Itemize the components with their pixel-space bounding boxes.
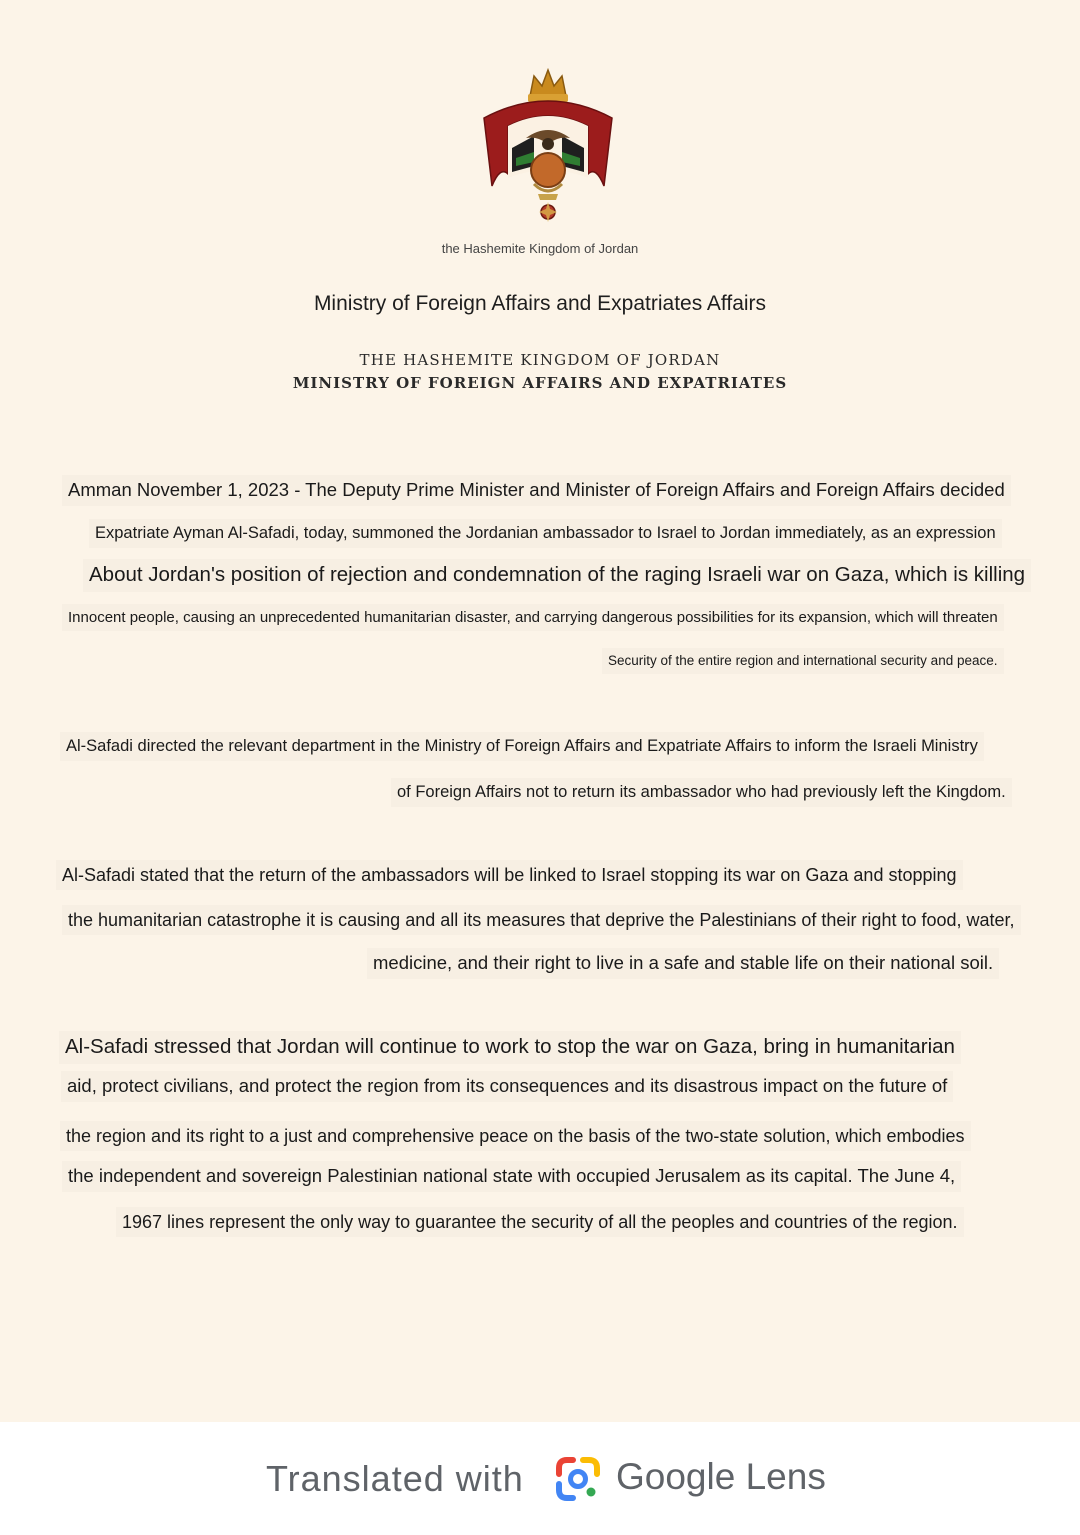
paragraph-3-line-3: medicine, and their right to live in a safe and stable life on their national soil. — [367, 948, 999, 979]
paragraph-4-line-4: the independent and sovereign Palestinian national state with occupied Jerusalem as its capital. The June 4, — [62, 1161, 961, 1192]
jordan-coat-of-arms-icon — [476, 66, 620, 228]
paragraph-1-line-4: Innocent people, causing an unprecedented humanitarian disaster, and carrying dangerous possibilities for its expansion, which will threaten — [62, 604, 1004, 631]
paragraph-4-line-5: 1967 lines represent the only way to guarantee the security of all the peoples and countries of the region. — [116, 1207, 964, 1237]
kingdom-caption: the Hashemite Kingdom of Jordan — [441, 241, 639, 256]
letterhead-line-2: MINISTRY OF FOREIGN AFFAIRS AND EXPATRIATES — [292, 374, 788, 392]
ministry-title: Ministry of Foreign Affairs and Expatriates Affairs — [313, 292, 767, 315]
google-lens-icon — [555, 1456, 601, 1502]
paragraph-1-line-2: Expatriate Ayman Al-Safadi, today, summoned the Jordanian ambassador to Israel to Jordan immediately, as an expression — [89, 519, 1002, 548]
paragraph-1-line-1: Amman November 1, 2023 - The Deputy Prime Minister and Minister of Foreign Affairs and Foreign Affairs decided — [62, 475, 1011, 506]
paragraph-4-line-3: the region and its right to a just and comprehensive peace on the basis of the two-state solution, which embodies — [60, 1121, 971, 1151]
paragraph-2-line-2: of Foreign Affairs not to return its ambassador who had previously left the Kingdom. — [391, 778, 1012, 807]
letterhead-line-1: THE HASHEMITE KINGDOM OF JORDAN — [359, 351, 721, 369]
paragraph-2-line-1: Al-Safadi directed the relevant department in the Ministry of Foreign Affairs and Expatriate Affairs to inform the Israeli Ministry — [60, 732, 984, 761]
paragraph-4-line-1: Al-Safadi stressed that Jordan will continue to work to stop the war on Gaza, bring in humanitarian — [59, 1031, 961, 1064]
paragraph-3-line-2: the humanitarian catastrophe it is causing and all its measures that deprive the Palestinians of their right to food, water, — [62, 905, 1021, 935]
paragraph-3-line-1: Al-Safadi stated that the return of the ambassadors will be linked to Israel stopping its war on Gaza and stopping — [56, 860, 963, 890]
google-lens-brand: Google Lens — [616, 1456, 826, 1497]
paragraph-1-line-5: Security of the entire region and international security and peace. — [602, 648, 1004, 674]
footer-banner — [0, 1422, 1080, 1535]
paragraph-1-line-3: About Jordan's position of rejection and condemnation of the raging Israeli war on Gaza, which is killing — [83, 559, 1031, 592]
translated-with-label: Translated with — [266, 1458, 524, 1499]
paragraph-4-line-2: aid, protect civilians, and protect the region from its consequences and its disastrous impact on the future of — [61, 1071, 953, 1102]
